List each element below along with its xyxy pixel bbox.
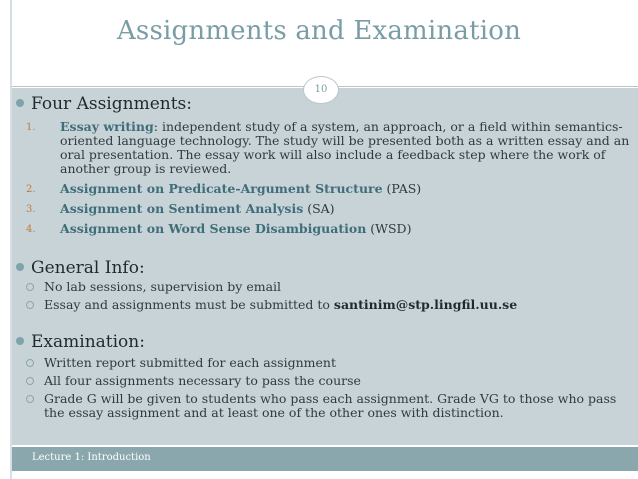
bullet-icon	[16, 99, 24, 107]
item-text	[44, 298, 624, 312]
section-exam-label: Examination:	[31, 332, 145, 352]
item-text: Grade G will be given to students who pass each assignment. Grade VG to those who pass the essay assignment and at least one of the other ones with distinction.	[44, 391, 617, 420]
section-assignments-heading	[16, 94, 192, 114]
bullet-icon	[16, 337, 24, 345]
item-name: Essay writing	[60, 119, 154, 134]
item-description: (SA)	[303, 201, 335, 216]
bullet-icon	[16, 263, 24, 271]
item-number: 3.	[26, 204, 36, 215]
section-general-label: General Info:	[31, 258, 145, 278]
item-prefix: Essay and assignments must be submitted to	[44, 297, 334, 312]
item-number: 4.	[26, 224, 36, 235]
item-name: Assignment on Word Sense Disambiguation	[60, 221, 367, 236]
circle-bullet-icon	[26, 301, 34, 309]
item-text: No lab sessions, supervision by email	[44, 279, 282, 294]
item-text: All four assignments necessary to pass the course	[44, 373, 361, 388]
content-area	[12, 88, 638, 445]
item-number: 2.	[26, 184, 36, 195]
item-name: Assignment on Predicate-Argument Structure	[60, 181, 383, 196]
item-text: Written report submitted for each assignment	[44, 355, 336, 370]
item-description: (WSD)	[366, 221, 412, 236]
item-text	[60, 120, 638, 176]
section-exam-heading	[16, 332, 145, 352]
footer-bar	[12, 447, 638, 471]
item-text	[60, 182, 638, 196]
circle-bullet-icon	[26, 395, 34, 403]
section-assignments-label: Four Assignments:	[31, 94, 192, 114]
section-general-heading	[16, 258, 145, 278]
circle-bullet-icon	[26, 377, 34, 385]
item-text	[60, 202, 638, 216]
item-description: (PAS)	[382, 181, 422, 196]
email-address: santinim@stp.lingfil.uu.se	[333, 297, 518, 312]
slide-title: Assignments and Examination	[116, 16, 522, 46]
item-text	[60, 222, 638, 236]
circle-bullet-icon	[26, 359, 34, 367]
page-number: 10	[303, 76, 339, 104]
circle-bullet-icon	[26, 283, 34, 291]
item-description: : independent study of a system, an approach, or a field within semantics-oriented language technology. The study will be presented both as a written essay and an oral presentation. The essay work will also include a feedback step where the work of another group is reviewed.	[60, 119, 630, 176]
item-number: 1.	[26, 122, 36, 133]
footer-text: Lecture 1: Introduction	[32, 452, 151, 463]
item-name: Assignment on Sentiment Analysis	[60, 201, 304, 216]
